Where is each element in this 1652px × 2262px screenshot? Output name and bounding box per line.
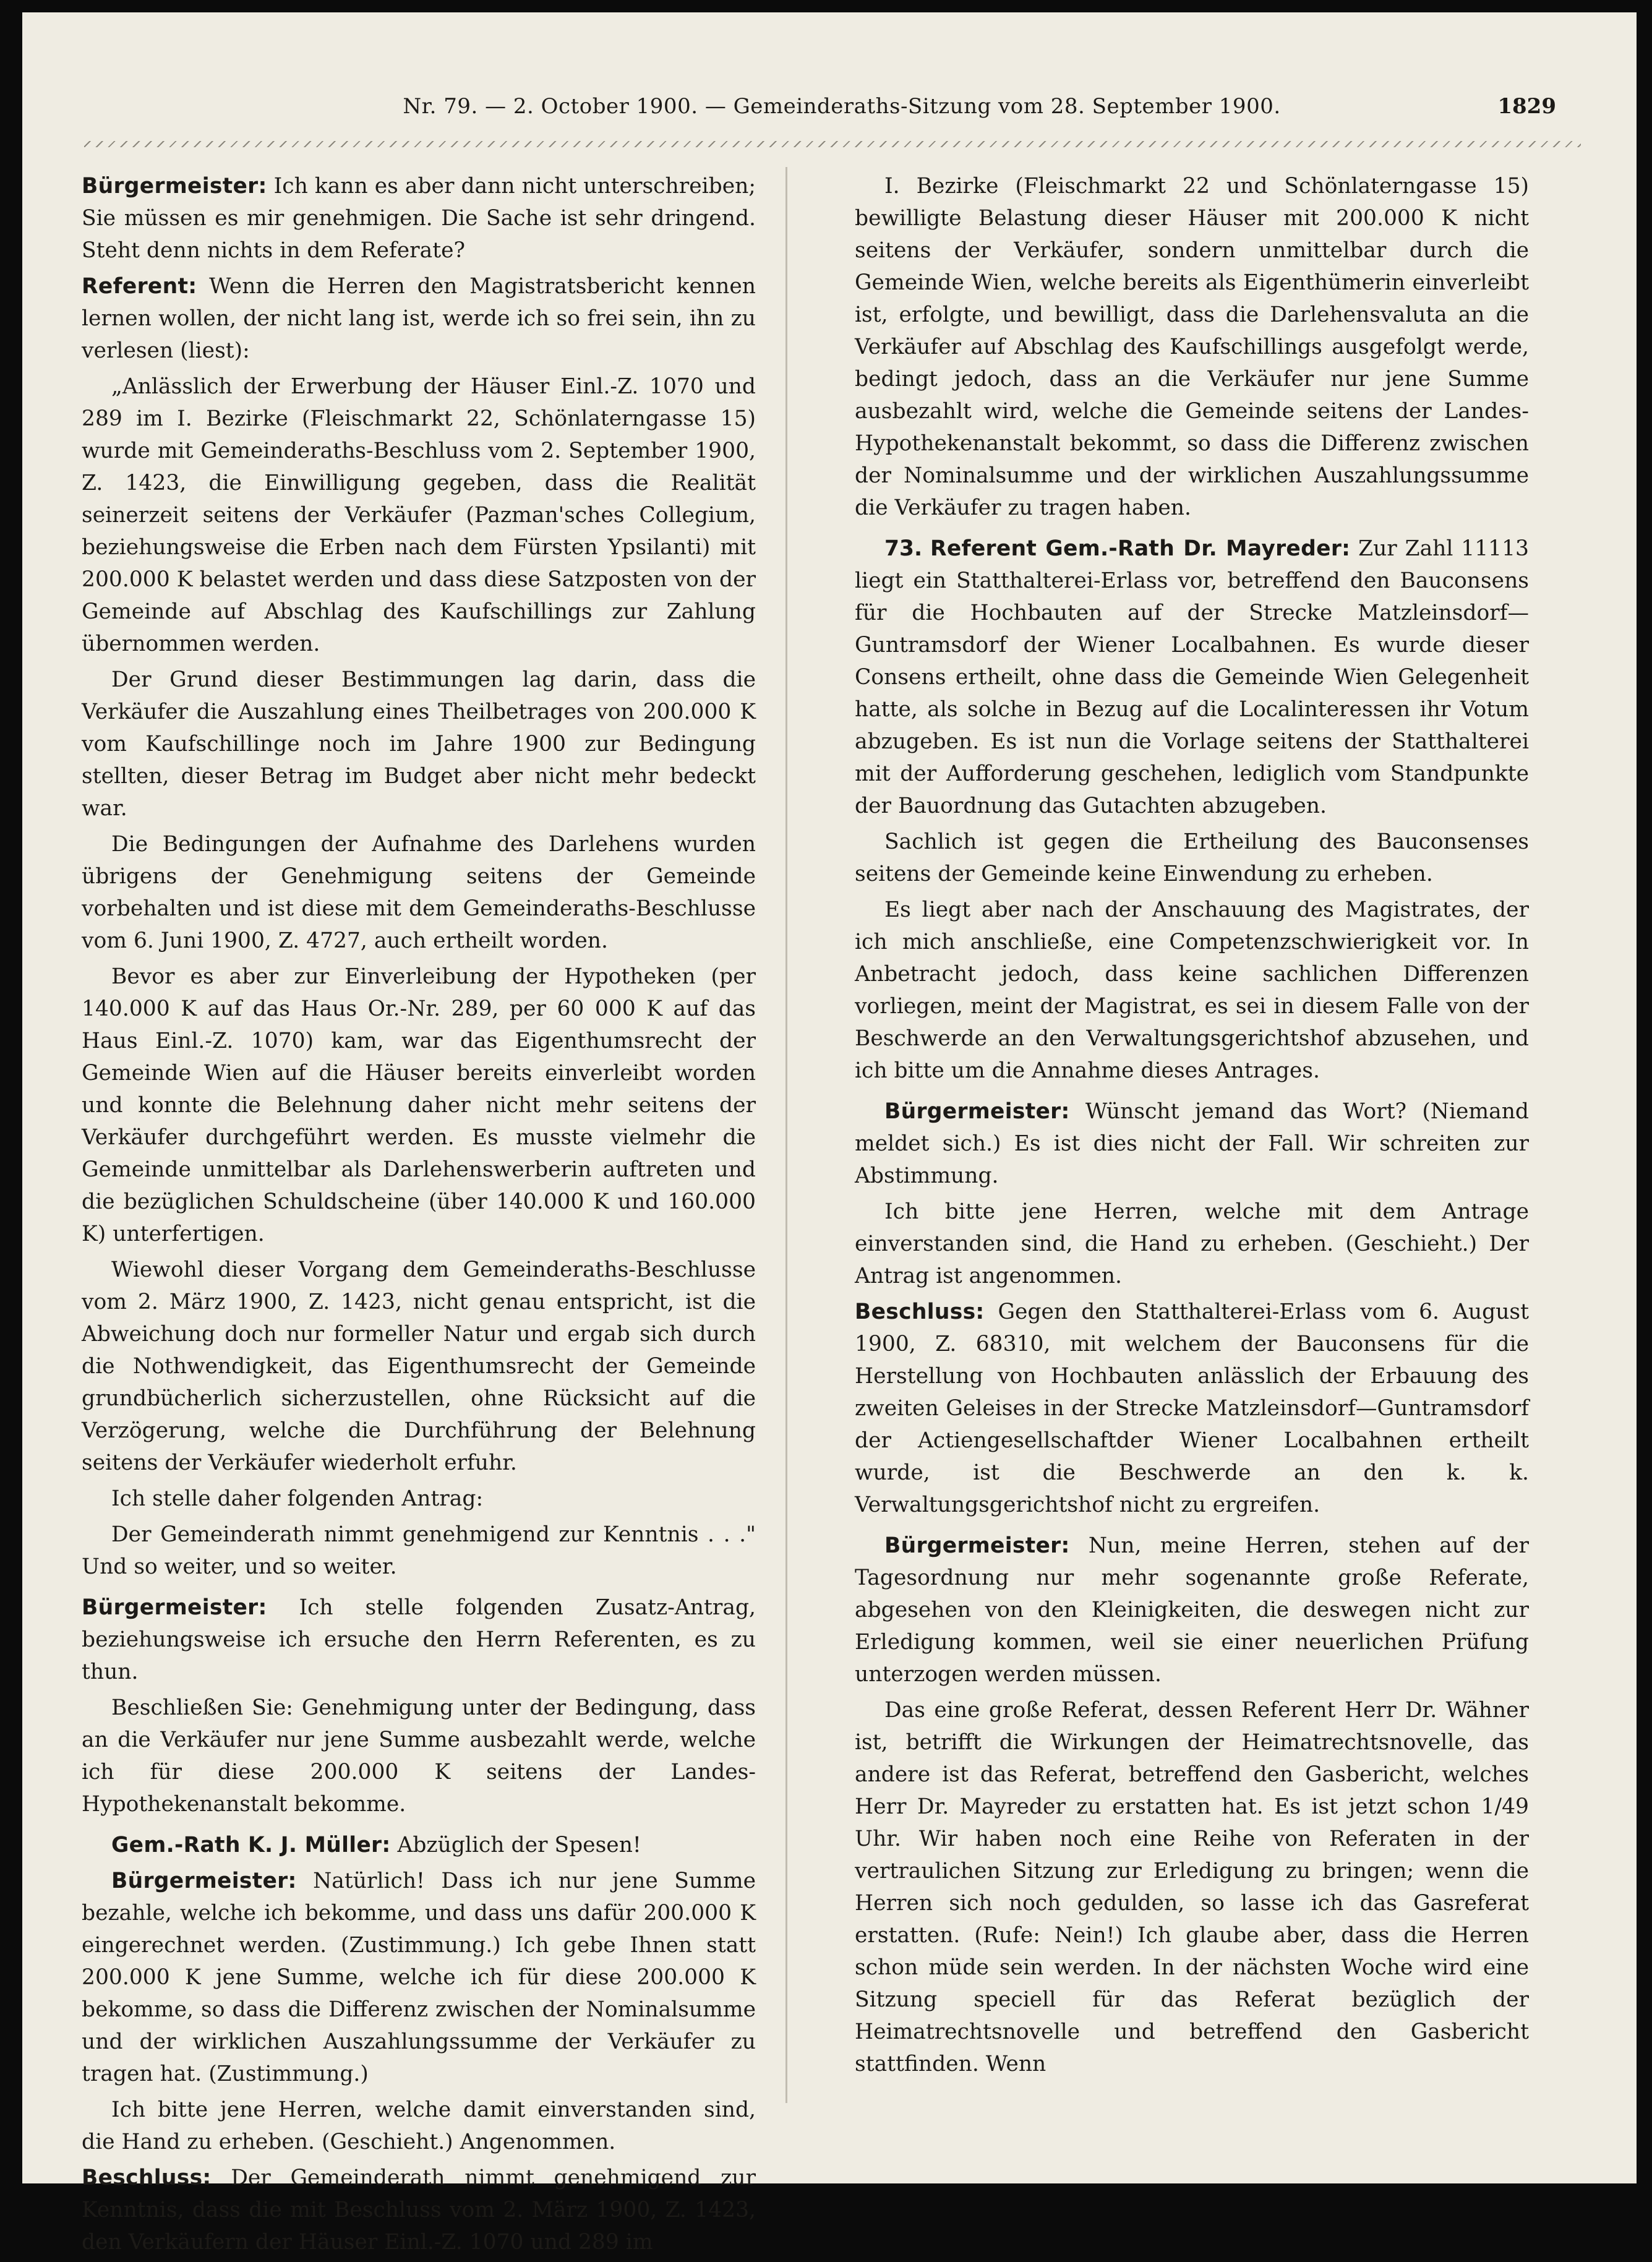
paragraph <box>855 533 1529 822</box>
paragraph <box>855 1296 1529 1521</box>
paragraph <box>82 2162 756 2258</box>
header-rule <box>84 141 1581 147</box>
paragraph: Ich stelle daher folgenden Antrag: <box>111 1486 484 1511</box>
paragraph: Die Bedingungen der Aufnahme des Darlehens wurden übrigens der Genehmigung seitens der Gemeinde vorbehalten und ist diese mit dem Gemeinderaths-Beschlusse vom 6. Juni 1900, Z. 4727, auch ertheilt worden. <box>82 832 756 953</box>
page-number: 1829 <box>1497 94 1556 119</box>
paragraph: Das eine große Referat, dessen Referent Herr Dr. Wähner ist, betrifft die Wirkungen der Heimatrechtsnovelle, das andere ist das Referat, betreffend den Gasbericht, welches Herr Dr. Mayreder zu erstatten hat. Es ist jetzt schon 1/49 Uhr. Wir haben noch eine Reihe von Referaten in der vertraulichen Sitzung zur Erledigung zu bringen; wenn die Herren sich noch gedulden, so lasse ich das Gasreferat erstatten. (Rufe: Nein!) Ich glaube aber, dass die Herren schon müde sein werden. In der nächsten Woche wird eine Sitzung speciell für das Referat bezüglich der Heimatrechtsnovelle und betreffend den Gasbericht stattfinden. Wenn <box>855 1698 1529 2076</box>
paragraph: Bevor es aber zur Einverleibung der Hypotheken (per 140.000 K auf das Haus Or.-Nr. 289, per 60 000 K auf das Haus Einl.-Z. 1070) kam, war das Eigenthumsrecht der Gemeinde Wien auf die Häuser bereits einverleibt worden und konnte die Belehnung daher nicht mehr seitens der Verkäufer durchgeführt werden. Es musste vielmehr die Gemeinde unmittelbar als Darlehenswerberin auftreten und die bezüglichen Schuldscheine (über 140.000 K und 160.000 K) unterfertigen. <box>82 964 756 1246</box>
paragraph-text: Ich kann es aber dann nicht unterschreiben; Sie müssen es mir genehmigen. Die Sache ist sehr dringend. Steht denn nichts in dem Referate? <box>82 174 756 263</box>
page-header <box>127 94 1556 131</box>
paragraph-text: Ich stelle folgenden Zusatz-Antrag, beziehungsweise ich ersuche den Herrn Referenten, es zu thun. <box>82 1595 756 1684</box>
paragraph-text: Gegen den Statthalterei-Erlass vom 6. August 1900, Z. 68310, mit welchem der Bauconsens für die Herstellung von Hochbauten anlässlich der Erbauung des zweiten Geleises in der Strecke Matzleinsdorf—Guntramsdorf der Actiengesellschaftder Wiener Localbahnen ertheilt wurde, ist die Beschwerde an den k. k. Verwaltungsgerichtshof nicht zu ergreifen. <box>855 1300 1529 1517</box>
speaker-name: Bürgermeister: <box>82 174 267 199</box>
paragraph: „Anlässlich der Erwerbung der Häuser Einl.-Z. 1070 und 289 im I. Bezirke (Fleischmarkt 22, Schönlaterngasse 15) wurde mit Gemeinderaths-Beschluss vom 2. September 1900, Z. 1423, die Einwilligung gegeben, dass die Realität seinerzeit seitens der Verkäufer (Pazman'sches Collegium, beziehungsweise die Erben nach dem Fürsten Ypsilanti) mit 200.000 K belastet werden und dass diese Satzposten von der Gemeinde auf Abschlag des Kaufschillings zur Zahlung übernommen werden. <box>82 374 756 656</box>
paragraph: I. Bezirke (Fleischmarkt 22 und Schönlaterngasse 15) bewilligte Belastung dieser Häuser mit 200.000 K nicht seitens der Verkäufer, sondern unmittelbar durch die Gemeinde Wien, welche bereits als Eigenthümerin einverleibt ist, erfolgte, und bewilligt, dass die Darlehensvaluta an die Verkäufer auf Abschlag des Kaufschillings ausgefolgt werde, bedingt jedoch, dass an die Verkäufer nur jene Summe ausbezahlt wird, welche die Gemeinde seitens der Landes-Hypothekenanstalt bekommt, so dass die Differenz zwischen der Nominalsumme und der wirklichen Auszahlungssumme die Verkäufer zu tragen haben. <box>855 174 1529 520</box>
newspaper-page <box>22 12 1637 2255</box>
paragraph <box>855 1095 1529 1192</box>
paragraph: Sachlich ist gegen die Ertheilung des Bauconsenses seitens der Gemeinde keine Einwendung zu erheben. <box>855 829 1529 886</box>
speaker-name: Referent: <box>82 274 197 299</box>
right-column <box>855 170 1529 2084</box>
paragraph <box>82 1829 756 1861</box>
paragraph: Wiewohl dieser Vorgang dem Gemeinderaths-Beschlusse vom 2. März 1900, Z. 1423, nicht genau entspricht, ist die Abweichung doch nur formeller Natur und ergab sich durch die Nothwendigkeit, das Eigenthumsrecht der Gemeinde grundbücherlich sicherzustellen, ohne Rücksicht auf die Verzögerung, welche die Durchführung der Belehnung seitens der Verkäufer wiederholt erfuhr. <box>82 1257 756 1475</box>
speaker-name: Bürgermeister: <box>884 1099 1070 1124</box>
paragraph: Ich bitte jene Herren, welche mit dem Antrage einverstanden sind, die Hand zu erheben. (Geschieht.) Der Antrag ist angenommen. <box>855 1199 1529 1288</box>
column-divider <box>785 167 787 2103</box>
paragraph-text: Nun, meine Herren, stehen auf der Tagesordnung nur mehr sogenannte große Referate, abgesehen von den Kleinigkeiten, die deswegen nicht zur Erledigung kommen, weil sie einer neuerlichen Prüfung unterzogen werden müssen. <box>855 1533 1530 1687</box>
item-number: 73. <box>884 536 923 561</box>
speaker-name: Bürgermeister: <box>111 1869 297 1893</box>
paragraph: Ich bitte jene Herren, welche damit einverstanden sind, die Hand zu erheben. (Geschieht.) Angenommen. <box>82 2097 756 2154</box>
paragraph-text: Zur Zahl 11113 liegt ein Statthalterei-Erlass vor, betreffend den Bauconsens für die Hochbauten auf der Strecke Matzleinsdorf—Guntramsdorf der Wiener Localbahnen. Es wurde dieser Consens ertheilt, ohne dass die Gemeinde Wien Gelegenheit hatte, als solche in Bezug auf die Localinteressen ihr Votum abzugeben. Es ist nun die Vorlage seitens der Statthalterei mit der Aufforderung geschehen, lediglich vom Standpunkte der Bauordnung das Gutachten abzugeben. <box>855 536 1529 818</box>
paragraph <box>855 1530 1529 1690</box>
paragraph: Der Gemeinderath nimmt genehmigend zur Kenntnis . . ." Und so weiter, und so weiter. <box>82 1522 756 1579</box>
paragraph: Der Grund dieser Bestimmungen lag darin, dass die Verkäufer die Auszahlung eines Theilbetrages von 200.000 K vom Kaufschillinge noch im Jahre 1900 zur Bedingung stellten, dieser Betrag im Budget aber nicht mehr bedeckt war. <box>82 667 756 821</box>
paragraph <box>82 1592 756 1688</box>
paragraph <box>82 1865 756 2090</box>
paragraph <box>82 270 756 367</box>
paragraph: Es liegt aber nach der Anschauung des Magistrates, der ich mich anschließe, eine Competenzschwierigkeit vor. In Anbetracht jedoch, dass keine sachlichen Differenzen vorliegen, meint der Magistrat, es sei in diesem Falle von der Beschwerde an den Verwaltungsgerichtshof abzusehen, und ich bitte um die Annahme dieses Antrages. <box>855 898 1529 1083</box>
speaker-name: Beschluss: <box>855 1300 985 1324</box>
paragraph: Beschließen Sie: Genehmigung unter der Bedingung, dass an die Verkäufer nur jene Summe ausbezahlt werde, welche ich für diese 200.000 K seitens der Landes-Hypothekenanstalt bekomme. <box>82 1695 756 1817</box>
speaker-name: Gem.-Rath K. J. Müller: <box>111 1833 391 1857</box>
paragraph-text: Der Gemeinderath nimmt genehmigend zur Kenntnis, dass die mit Beschluss vom 2. März 1900, Z. 1423, den Verkäufern der Häuser Einl.-Z. 1070 und 289 im <box>82 2166 756 2255</box>
paragraph-text: Wenn die Herren den Magistratsbericht kennen lernen wollen, der nicht lang ist, werde ich so frei sein, ihn zu verlesen (liest): <box>82 274 756 363</box>
header-title: Nr. 79. — 2. October 1900. — Gemeinderaths-Sitzung vom 28. September 1900. <box>403 94 1281 119</box>
speaker-name: Bürgermeister: <box>884 1533 1070 1558</box>
speaker-name: Bürgermeister: <box>82 1595 267 1620</box>
speaker-name: Referent Gem.-Rath Dr. Mayreder: <box>930 536 1351 561</box>
paragraph <box>82 170 756 267</box>
speaker-name: Beschluss: <box>82 2166 212 2190</box>
paragraph-text: Natürlich! Dass ich nur jene Summe bezahle, welche ich bekomme, und dass uns dafür 200.000 K eingerechnet werden. (Zustimmung.) Ich gebe Ihnen statt 200.000 K jene Summe, welche ich für diese 200.000 K bekomme, so dass die Differenz zwischen der Nominalsumme und der wirklichen Auszahlungssumme der Verkäufer zu tragen hat. (Zustimmung.) <box>82 1869 756 2086</box>
left-column <box>82 170 756 2262</box>
paragraph-text: Abzüglich der Spesen! <box>397 1833 641 1857</box>
paragraph-text: Wünscht jemand das Wort? (Niemand meldet sich.) Es ist dies nicht der Fall. Wir schreiten zur Abstimmung. <box>855 1099 1529 1188</box>
